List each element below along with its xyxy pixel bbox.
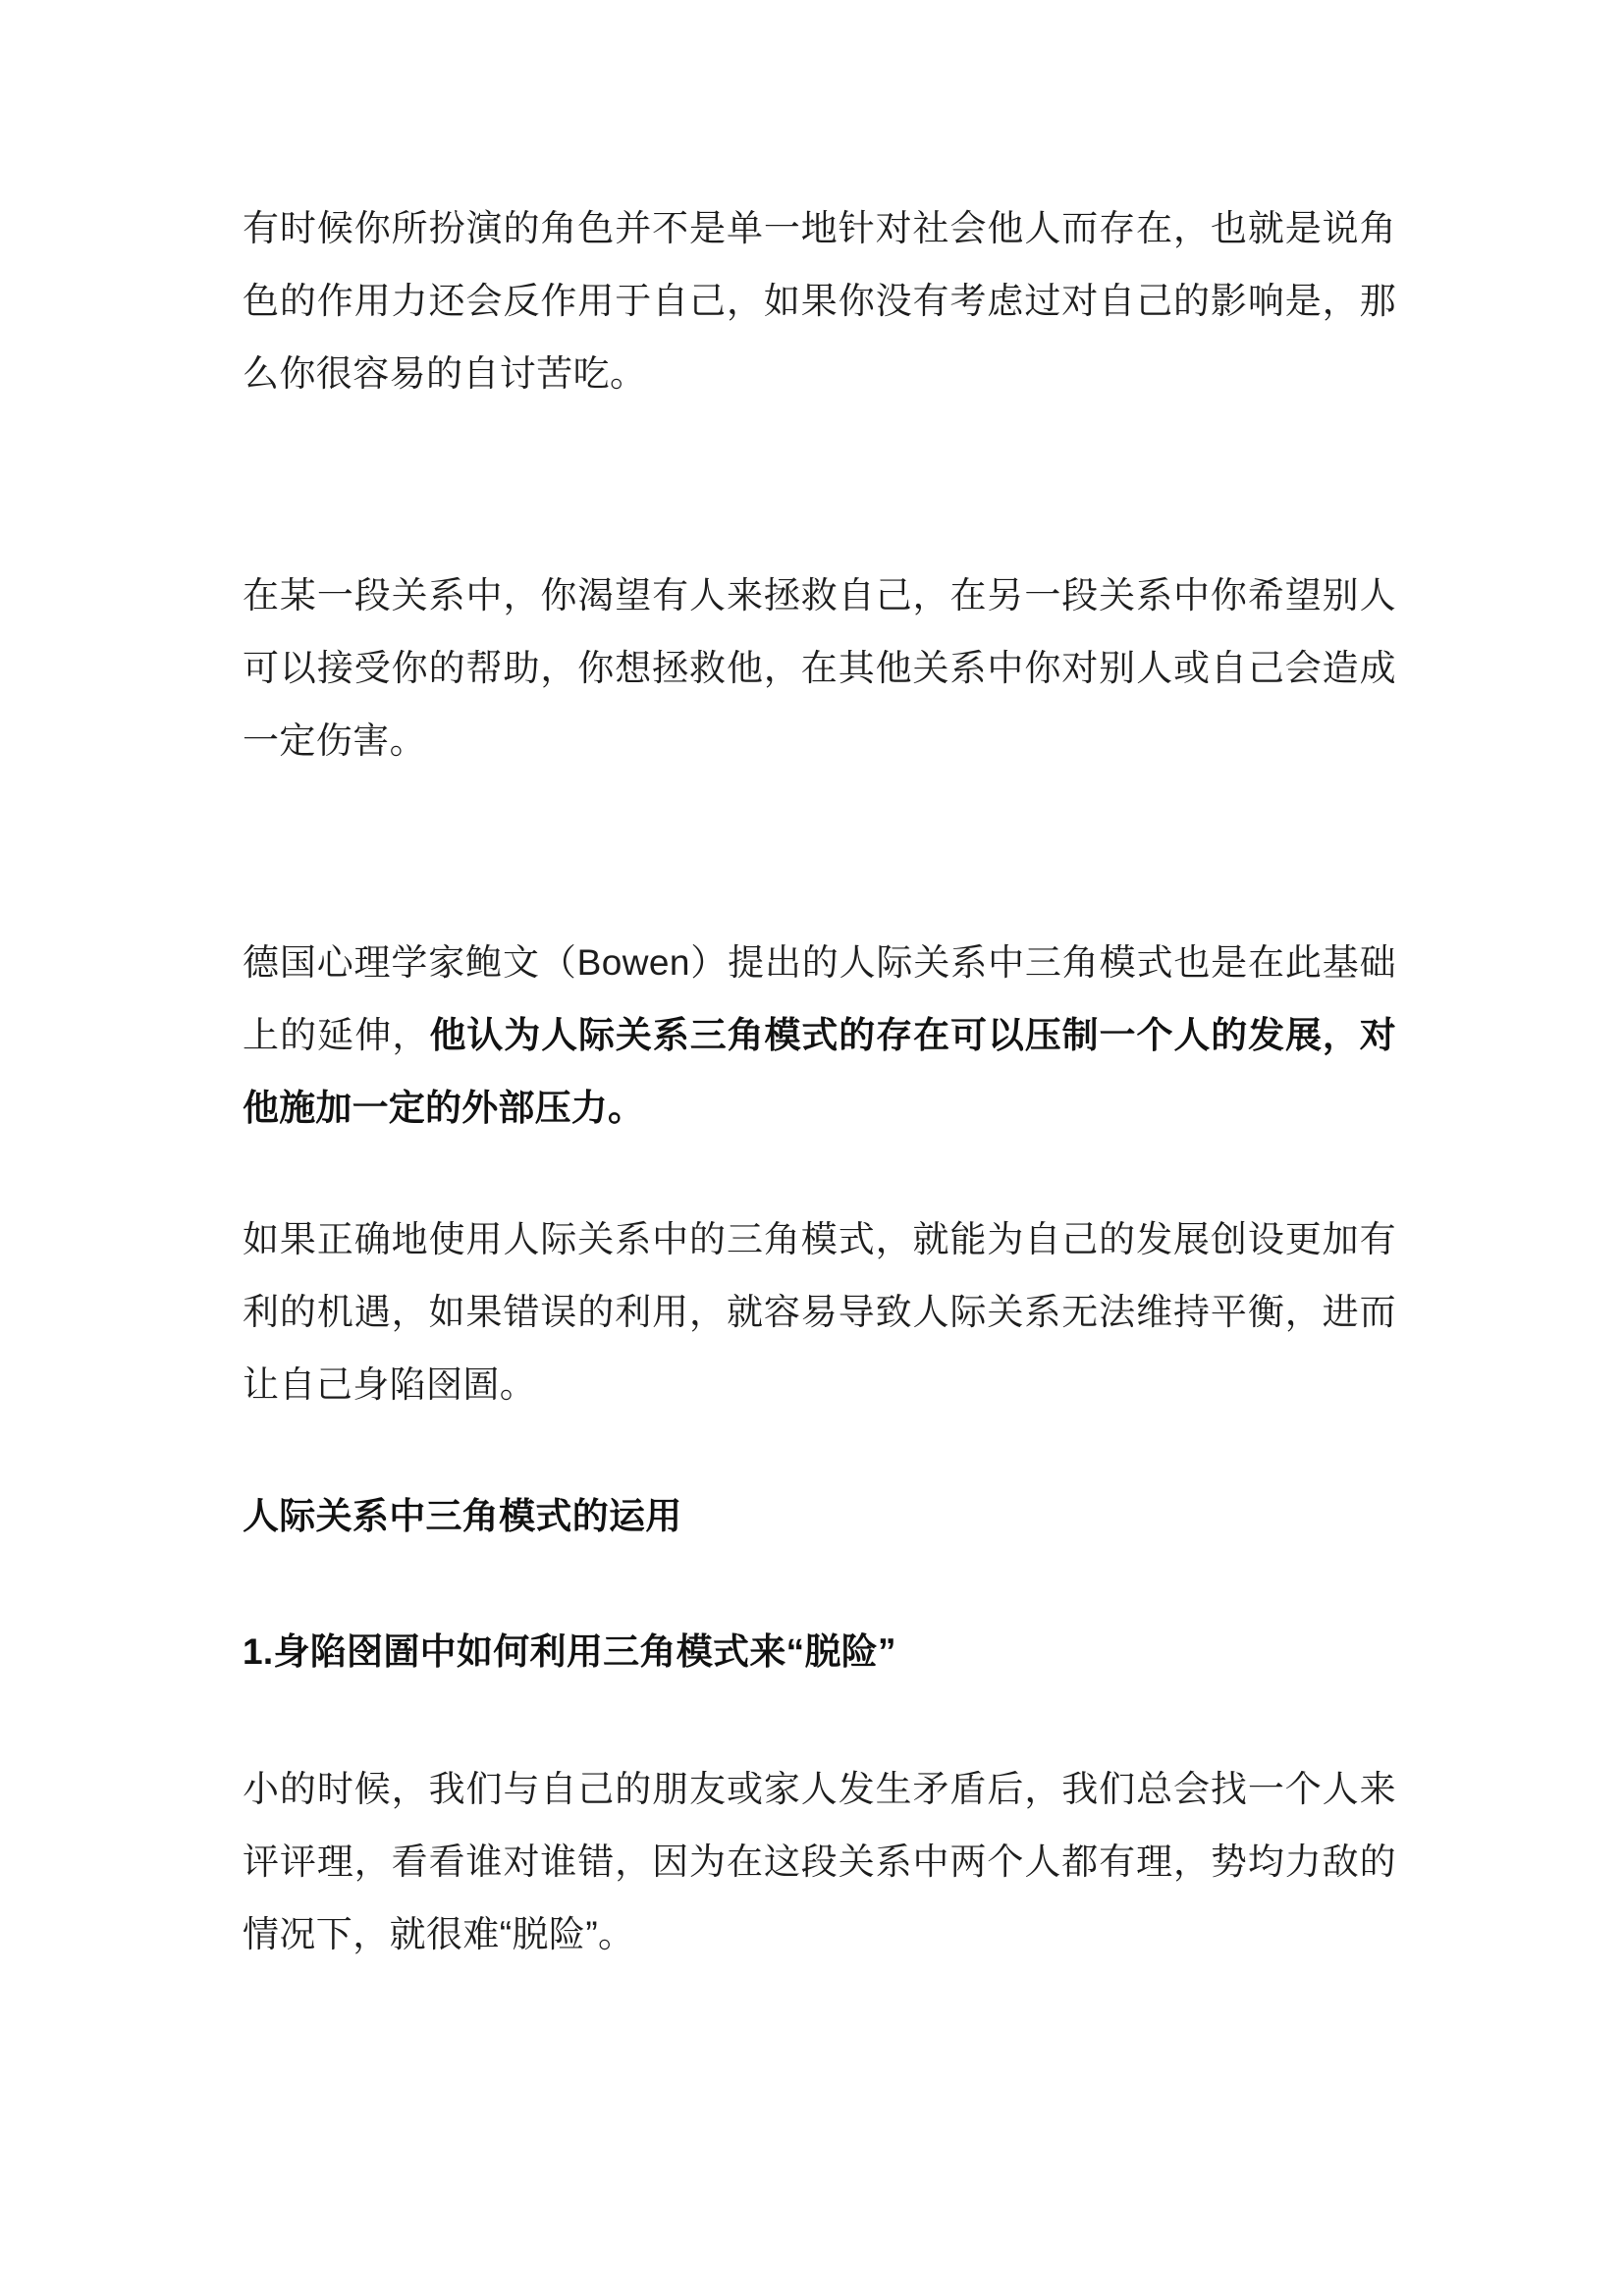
paragraph-3-normal-text: 德国心理学家鲍文（Bowen）提出的人际关系中三角模式也是在此基础上的延伸， (243, 942, 1396, 1055)
body-paragraph-2: 在某一段关系中，你渴望有人来拯救自己，在另一段关系中你希望别人可以接受你的帮助，你想拯救他，在其他关系中你对别人或自己会造成一定伤害。 (243, 575, 1396, 761)
document-text-column (243, 192, 1396, 1971)
section-heading: 人际关系中三角模式的运用 (243, 1496, 682, 1536)
paragraph-3-bold-text: 他认为人际关系三角模式的存在可以压制一个人的发展，对他施加一定的外部压力。 (243, 1015, 1396, 1128)
subsection-heading: 1.身陷囹圄中如何利用三角模式来“脱险” (243, 1631, 896, 1672)
body-paragraph-4: 如果正确地使用人际关系中的三角模式，就能为自己的发展创设更加有利的机遇，如果错误的利用，就容易导致人际关系无法维持平衡，进而让自己身陷囹圄。 (243, 1219, 1396, 1405)
body-paragraph-1: 有时候你所扮演的角色并不是单一地针对社会他人而存在，也就是说角色的作用力还会反作用于自己，如果你没有考虑过对自己的影响是，那么你很容易的自讨苦吃。 (243, 208, 1396, 394)
body-paragraph-3 (243, 927, 1396, 1145)
body-paragraph-5: 小的时候，我们与自己的朋友或家人发生矛盾后，我们总会找一个人来评评理，看看谁对谁错，因为在这段关系中两个人都有理，势均力敌的情况下，就很难“脱险”。 (243, 1769, 1396, 1954)
